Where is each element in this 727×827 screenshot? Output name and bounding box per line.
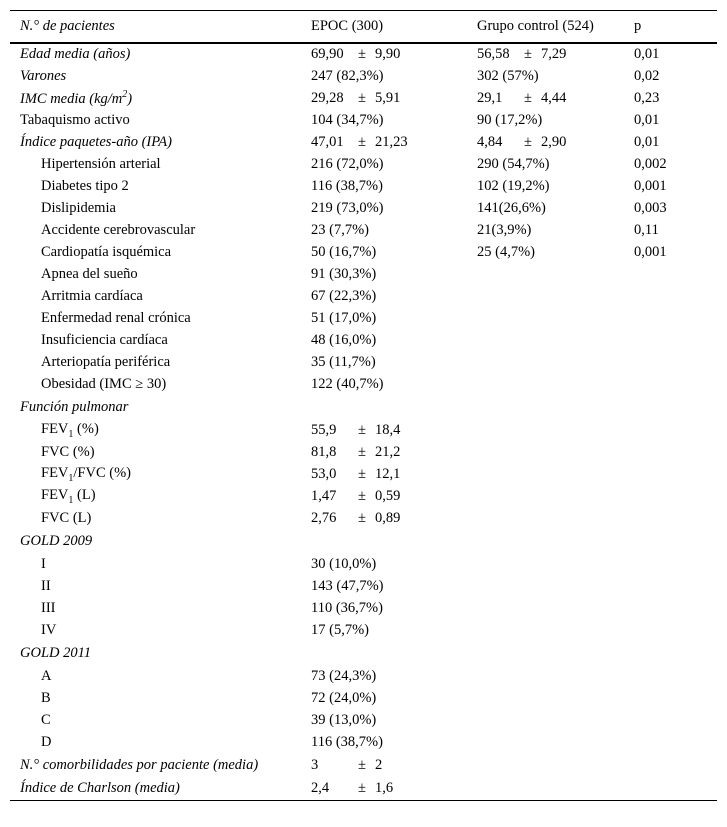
cell-epoc: 216 (72,0%) (311, 156, 384, 172)
epoc-mean-sd: 3 ± 2 (311, 757, 383, 773)
cell-control (477, 420, 634, 442)
cell-epoc: 67 (22,3%) (311, 288, 377, 304)
cell-epoc: 39 (13,0%) (311, 712, 377, 728)
cell-control (477, 598, 634, 620)
row-label: C (41, 712, 51, 728)
table-row (10, 710, 717, 732)
table-row (10, 88, 717, 110)
column-header-control: Grupo control (524) (477, 17, 594, 34)
cell-p (634, 286, 717, 308)
cell-control (477, 688, 634, 710)
cell-p (634, 352, 717, 374)
row-label: Dislipidemia (41, 200, 116, 216)
table-row (10, 642, 717, 666)
table-row (10, 464, 717, 486)
cell-epoc (311, 442, 477, 464)
cell-p (634, 666, 717, 688)
row-label: Tabaquismo activo (20, 112, 130, 128)
table-row (10, 66, 717, 88)
table-row (10, 176, 717, 198)
row-label: B (41, 690, 51, 706)
cell-epoc (311, 132, 477, 154)
table-header (10, 11, 717, 43)
cell-control (477, 286, 634, 308)
cell-p: 0,001 (634, 178, 667, 194)
cell-epoc (311, 530, 477, 554)
cell-epoc: 116 (38,7%) (311, 178, 383, 194)
cell-control (477, 732, 634, 754)
cell-epoc (311, 464, 477, 486)
cell-control (477, 442, 634, 464)
cell-epoc (311, 508, 477, 530)
cell-epoc (311, 88, 477, 110)
cell-control (477, 396, 634, 420)
epoc-mean-sd: 2,4 ± 1,6 (311, 780, 394, 796)
row-label: $FEV_1$ (%) (41, 421, 99, 440)
cell-p: 0,01 (634, 46, 660, 62)
cell-p (634, 530, 717, 554)
cell-control (477, 264, 634, 286)
cell-control: 141(26,6%) (477, 200, 546, 216)
table-row (10, 620, 717, 642)
cell-epoc: 48 (16,0%) (311, 332, 377, 348)
cell-control (477, 554, 634, 576)
cell-epoc: 116 (38,7%) (311, 734, 383, 750)
table-row (10, 530, 717, 554)
cell-epoc: 247 (82,3%) (311, 68, 384, 84)
cell-p (634, 464, 717, 486)
control-mean-sd: 56,58 ± 7,29 (477, 46, 567, 62)
row-label: FVC (L) (41, 510, 92, 526)
cell-epoc: 23 (7,7%) (311, 222, 369, 238)
column-header-patients: N.° de pacientes (20, 17, 115, 34)
table-row (10, 154, 717, 176)
cell-control (477, 330, 634, 352)
table-row (10, 508, 717, 530)
table-row (10, 330, 717, 352)
cell-p: 0,23 (634, 90, 660, 106)
table-row (10, 420, 717, 442)
cell-control (477, 620, 634, 642)
cell-epoc: 91 (30,3%) (311, 266, 377, 282)
cell-control (477, 464, 634, 486)
cell-control: 290 (54,7%) (477, 156, 550, 172)
table-row (10, 778, 717, 801)
cell-epoc (311, 754, 477, 778)
cell-control (477, 308, 634, 330)
cell-p: 0,002 (634, 156, 667, 172)
cell-control (477, 486, 634, 508)
cell-p (634, 420, 717, 442)
cell-p (634, 442, 717, 464)
table-row (10, 286, 717, 308)
row-label: A (41, 668, 52, 684)
epoc-mean-sd: 81,8 ± 21,2 (311, 444, 401, 460)
cell-p: 0,001 (634, 244, 667, 260)
table-container (10, 10, 717, 801)
cell-epoc: 72 (24,0%) (311, 690, 377, 706)
patients-table (10, 10, 717, 801)
cell-control: 90 (17,2%) (477, 112, 543, 128)
table-row (10, 308, 717, 330)
epoc-mean-sd: 29,28 ± 5,91 (311, 90, 401, 106)
row-label: Función pulmonar (20, 399, 129, 415)
cell-epoc (311, 642, 477, 666)
cell-p (634, 778, 717, 801)
table-row (10, 396, 717, 420)
row-label: Edad media (años) (20, 46, 131, 62)
cell-p (634, 264, 717, 286)
cell-p: 0,02 (634, 68, 660, 84)
control-mean-sd: 29,1 ± 4,44 (477, 90, 567, 106)
cell-control: 302 (57%) (477, 68, 539, 84)
cell-epoc: 122 (40,7%) (311, 376, 384, 392)
cell-control (477, 642, 634, 666)
cell-p (634, 508, 717, 530)
row-label: Hipertensión arterial (41, 156, 161, 172)
row-label: Índice paquetes-año (IPA) (20, 134, 172, 150)
cell-epoc: 50 (16,7%) (311, 244, 377, 260)
control-mean-sd: 4,84 ± 2,90 (477, 134, 567, 150)
row-label: $FEV_1$ (L) (41, 487, 96, 506)
row-label: Insuficiencia cardíaca (41, 332, 168, 348)
row-label: $FEV_1$/FVC (%) (41, 465, 132, 484)
table-row (10, 754, 717, 778)
column-header-p: p (634, 17, 642, 34)
cell-p (634, 732, 717, 754)
cell-p (634, 620, 717, 642)
cell-epoc: 104 (34,7%) (311, 112, 384, 128)
cell-control (477, 352, 634, 374)
table-row (10, 486, 717, 508)
row-label: Apnea del sueño (41, 266, 138, 282)
cell-epoc: 51 (17,0%) (311, 310, 377, 326)
row-label: IMC media $(kg/m^2)$ (20, 89, 133, 107)
row-label: Índice de Charlson (media) (20, 780, 180, 796)
epoc-mean-sd: 55,9 ± 18,4 (311, 422, 401, 438)
cell-epoc (311, 486, 477, 508)
epoc-mean-sd: 53,0 ± 12,1 (311, 466, 401, 482)
cell-epoc (311, 420, 477, 442)
cell-p (634, 374, 717, 396)
cell-p (634, 642, 717, 666)
cell-p (634, 710, 717, 732)
row-label: GOLD 2009 (20, 533, 93, 549)
row-label: Varones (20, 68, 67, 84)
cell-epoc (311, 396, 477, 420)
cell-control (477, 530, 634, 554)
table-row (10, 132, 717, 154)
cell-p (634, 308, 717, 330)
cell-epoc (311, 43, 477, 66)
cell-control: 25 (4,7%) (477, 244, 535, 260)
cell-epoc: 143 (47,7%) (311, 578, 384, 594)
cell-p (634, 486, 717, 508)
cell-control (477, 666, 634, 688)
row-label: N.° comorbilidades por paciente (media) (20, 757, 259, 773)
cell-p: 0,003 (634, 200, 667, 216)
cell-p: 0,01 (634, 134, 660, 150)
cell-epoc: 30 (10,0%) (311, 556, 377, 572)
table-row (10, 688, 717, 710)
cell-p (634, 554, 717, 576)
cell-epoc (311, 778, 477, 801)
cell-control: 21(3,9%) (477, 222, 532, 238)
epoc-mean-sd: 47,01 ± 21,23 (311, 134, 408, 150)
cell-epoc: 17 (5,7%) (311, 622, 369, 638)
table-row (10, 264, 717, 286)
epoc-mean-sd: 69,90 ± 9,90 (311, 46, 401, 62)
cell-control (477, 576, 634, 598)
cell-control (477, 754, 634, 778)
cell-epoc: 35 (11,7%) (311, 354, 376, 370)
cell-control (477, 43, 634, 66)
column-header-epoc: EPOC (300) (311, 17, 384, 34)
row-label: I (41, 556, 46, 572)
cell-control (477, 508, 634, 530)
table-body (10, 43, 717, 801)
cell-p (634, 754, 717, 778)
table-row (10, 374, 717, 396)
table-row (10, 666, 717, 688)
cell-control (477, 710, 634, 732)
cell-epoc: 73 (24,3%) (311, 668, 377, 684)
table-row (10, 110, 717, 132)
epoc-mean-sd: 1,47 ± 0,59 (311, 488, 401, 504)
cell-p (634, 598, 717, 620)
table-row (10, 220, 717, 242)
cell-epoc: 110 (36,7%) (311, 600, 383, 616)
row-label: Arteriopatía periférica (41, 354, 171, 370)
row-label: GOLD 2011 (20, 645, 92, 661)
row-label: Obesidad (IMC ≥ 30) (41, 376, 167, 392)
cell-control (477, 132, 634, 154)
table-row (10, 242, 717, 264)
row-label: Arritmia cardíaca (41, 288, 143, 304)
row-label: Enfermedad renal crónica (41, 310, 191, 326)
row-label: II (41, 578, 51, 594)
row-label: Diabetes tipo 2 (41, 178, 129, 194)
table-row (10, 442, 717, 464)
table-row (10, 732, 717, 754)
row-label: Accidente cerebrovascular (41, 222, 196, 238)
cell-p (634, 330, 717, 352)
cell-p: 0,01 (634, 112, 660, 128)
row-label: IV (41, 622, 57, 638)
table-row (10, 352, 717, 374)
row-label: D (41, 734, 52, 750)
row-label: FVC (%) (41, 444, 95, 460)
table-row (10, 43, 717, 66)
cell-p (634, 688, 717, 710)
row-label: Cardiopatía isquémica (41, 244, 172, 260)
table-row (10, 598, 717, 620)
table-row (10, 198, 717, 220)
cell-p: 0,11 (634, 222, 659, 238)
epoc-mean-sd: 2,76 ± 0,89 (311, 510, 401, 526)
row-label: III (41, 600, 56, 616)
cell-control (477, 374, 634, 396)
cell-p (634, 396, 717, 420)
cell-control (477, 778, 634, 801)
cell-epoc: 219 (73,0%) (311, 200, 384, 216)
cell-control: 102 (19,2%) (477, 178, 550, 194)
cell-control (477, 88, 634, 110)
cell-p (634, 576, 717, 598)
table-row (10, 576, 717, 598)
table-row (10, 554, 717, 576)
